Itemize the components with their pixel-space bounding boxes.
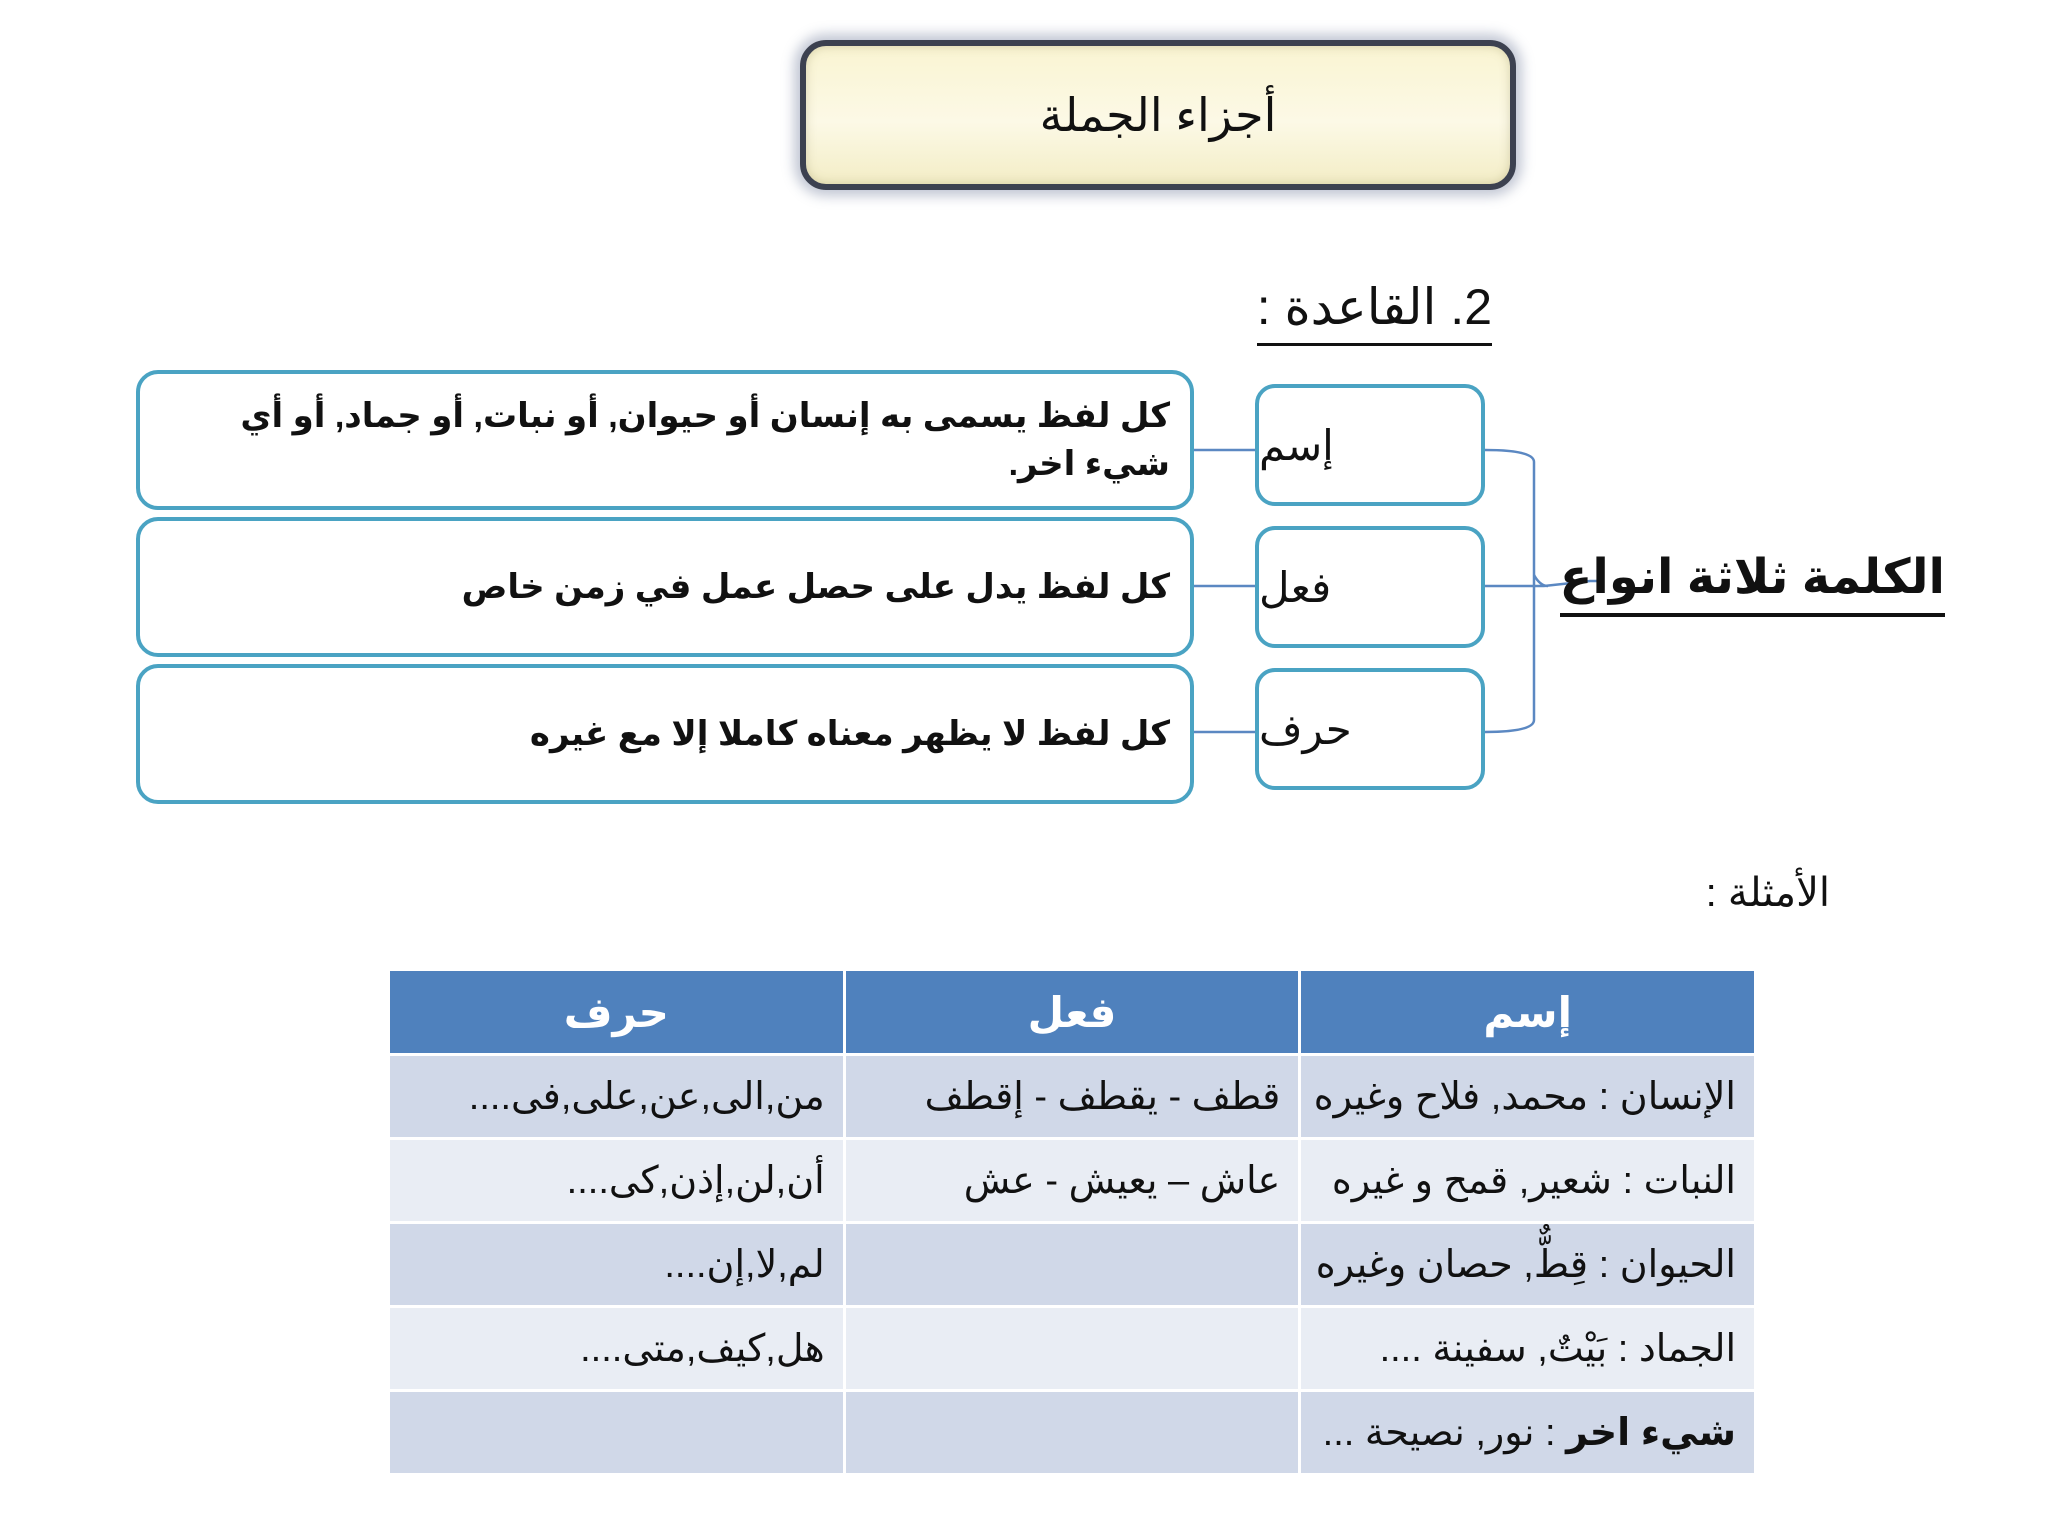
cell-fil — [844, 1391, 1300, 1475]
cell-fil: عاش – يعيش - عش — [844, 1139, 1300, 1223]
examples-table — [387, 968, 1757, 1476]
definition-text-harf: كل لفظ لا يظهر معناه كاملا إلا مع غيره — [529, 715, 1170, 753]
type-box-harf — [1255, 668, 1485, 790]
bracket-arm — [1485, 450, 1534, 732]
cell-fil — [844, 1307, 1300, 1391]
cell-ism — [1300, 1391, 1756, 1475]
cell-ism-prefix: شيء اخر — [1566, 1412, 1736, 1454]
table-row — [389, 1055, 1756, 1139]
header-fil: فعل — [844, 970, 1300, 1055]
cell-ism-text: : نور, نصيحة ... — [1322, 1412, 1567, 1454]
table-row — [389, 1307, 1756, 1391]
examples-label: الأمثلة : — [1705, 871, 1830, 915]
cell-ism — [1300, 1307, 1756, 1391]
table-row — [389, 1391, 1756, 1475]
main-label: الكلمة ثلاثة انواع — [1560, 545, 1945, 617]
header-ism: إسم — [1300, 970, 1756, 1055]
definition-box-ism — [136, 370, 1194, 510]
cell-harf: هل,كيف,متى.... — [389, 1307, 845, 1391]
page-title: أجزاء الجملة — [1039, 89, 1277, 141]
bracket-beak — [1534, 575, 1548, 586]
table-row — [389, 1223, 1756, 1307]
cell-ism-text: النبات : شعير, قمح و غيره — [1331, 1160, 1736, 1202]
table-row — [389, 1139, 1756, 1223]
type-label-harf: حرف — [1259, 705, 1352, 753]
definition-text-ism: كل لفظ يسمى به إنسان أو حيوان, أو نبات, أو جماد, أو أي شيء اخر. — [240, 397, 1170, 483]
rule-heading: 2. القاعدة : — [1257, 275, 1492, 346]
cell-harf — [389, 1391, 845, 1475]
definition-box-fil — [136, 517, 1194, 657]
cell-ism-text: الإنسان : محمد, فلاح وغيره — [1313, 1076, 1736, 1118]
cell-ism-text: الحيوان : قِطٌّ, حصان وغيره — [1315, 1244, 1736, 1286]
cell-harf: لم,لا,إن.... — [389, 1223, 845, 1307]
table-header-row — [389, 970, 1756, 1055]
cell-ism-text: الجماد : بَيْتٌ, سفينة .... — [1379, 1328, 1736, 1370]
cell-harf: أن,لن,إذن,كى.... — [389, 1139, 845, 1223]
cell-harf: من,الى,عن,على,فى.... — [389, 1055, 845, 1139]
cell-ism — [1300, 1139, 1756, 1223]
type-label-ism: إسم — [1259, 421, 1334, 469]
cell-fil — [844, 1223, 1300, 1307]
definition-text-fil: كل لفظ يدل على حصل عمل في زمن خاص — [461, 568, 1170, 606]
cell-ism — [1300, 1223, 1756, 1307]
cell-fil: قطف - يقطف - إقطف — [844, 1055, 1300, 1139]
type-box-fil — [1255, 526, 1485, 648]
definition-box-harf — [136, 664, 1194, 804]
type-box-ism — [1255, 384, 1485, 506]
type-label-fil: فعل — [1259, 563, 1332, 611]
header-harf: حرف — [389, 970, 845, 1055]
cell-ism — [1300, 1055, 1756, 1139]
